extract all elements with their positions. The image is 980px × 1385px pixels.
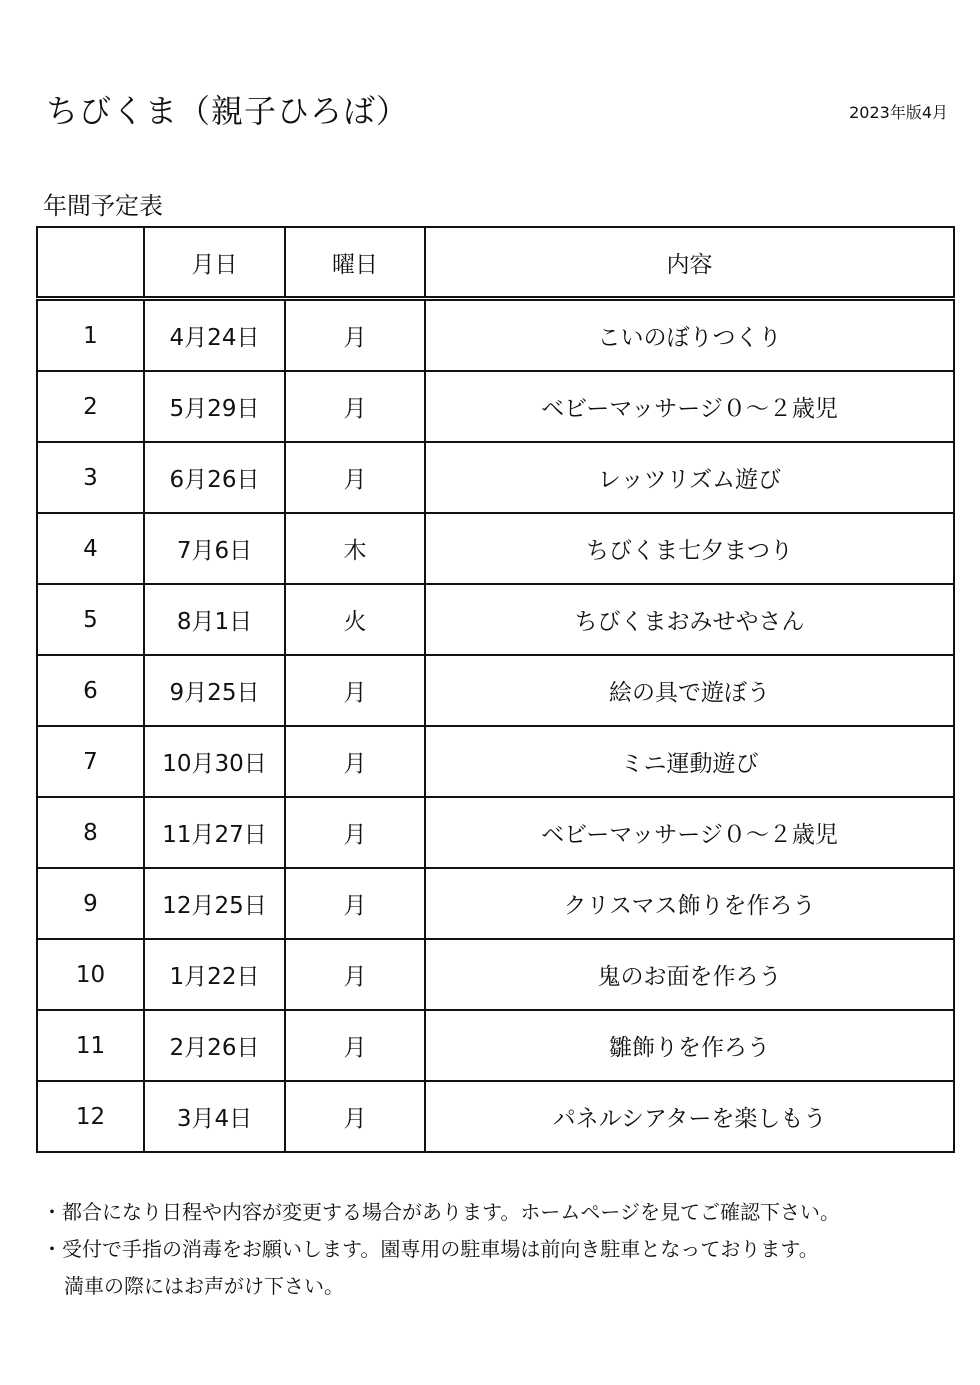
table-row: [37, 797, 954, 868]
row-content: ミニ運動遊び: [425, 726, 954, 797]
header-date: 月日: [144, 227, 285, 299]
table-row: [37, 299, 954, 372]
row-content: レッツリズム遊び: [425, 442, 954, 513]
row-weekday: 月: [285, 797, 425, 868]
row-date: 9月25日: [144, 655, 285, 726]
table-row: [37, 442, 954, 513]
row-weekday: 月: [285, 1010, 425, 1081]
table-row: [37, 584, 954, 655]
row-content: 鬼のお面を作ろう: [425, 939, 954, 1010]
row-number: 8: [37, 797, 144, 868]
row-weekday: 月: [285, 868, 425, 939]
row-date: 2月26日: [144, 1010, 285, 1081]
row-weekday: 月: [285, 371, 425, 442]
row-number: 7: [37, 726, 144, 797]
table-row: [37, 868, 954, 939]
row-number: 12: [37, 1081, 144, 1152]
row-number: 2: [37, 371, 144, 442]
row-number: 9: [37, 868, 144, 939]
notes-section: [42, 1194, 840, 1305]
row-number: 10: [37, 939, 144, 1010]
row-number: 1: [37, 299, 144, 372]
row-content: こいのぼりつくり: [425, 299, 954, 372]
row-weekday: 月: [285, 726, 425, 797]
row-weekday: 火: [285, 584, 425, 655]
row-number: 5: [37, 584, 144, 655]
table-header-row: [37, 227, 954, 299]
row-number: 6: [37, 655, 144, 726]
schedule-table: [36, 226, 955, 1153]
row-date: 3月4日: [144, 1081, 285, 1152]
header-number: [37, 227, 144, 299]
row-content: 絵の具で遊ぼう: [425, 655, 954, 726]
page-title: ちびくま（親子ひろば）: [46, 92, 410, 130]
row-number: 4: [37, 513, 144, 584]
table-row: [37, 726, 954, 797]
row-date: 8月1日: [144, 584, 285, 655]
table-row: [37, 513, 954, 584]
row-content: ちびくまおみせやさん: [425, 584, 954, 655]
edition-label: 2023年版4月: [849, 103, 948, 122]
row-content: パネルシアターを楽しもう: [425, 1081, 954, 1152]
table-row: [37, 939, 954, 1010]
row-date: 7月6日: [144, 513, 285, 584]
row-number: 3: [37, 442, 144, 513]
row-weekday: 月: [285, 939, 425, 1010]
table-row: [37, 655, 954, 726]
row-date: 1月22日: [144, 939, 285, 1010]
row-date: 4月24日: [144, 299, 285, 372]
row-date: 5月29日: [144, 371, 285, 442]
table-row: [37, 371, 954, 442]
table-row: [37, 1081, 954, 1152]
row-weekday: 月: [285, 655, 425, 726]
row-date: 6月26日: [144, 442, 285, 513]
row-date: 10月30日: [144, 726, 285, 797]
note-full-parking: 満車の際にはお声がけ下さい。: [64, 1274, 344, 1298]
row-weekday: 月: [285, 1081, 425, 1152]
row-weekday: 月: [285, 442, 425, 513]
row-weekday: 月: [285, 299, 425, 372]
note-reception-parking: ・受付で手指の消毒をお願いします。園専用の駐車場は前向き駐車となっております。: [42, 1237, 819, 1261]
row-content: 雛飾りを作ろう: [425, 1010, 954, 1081]
header-content: 内容: [425, 227, 954, 299]
row-number: 11: [37, 1010, 144, 1081]
row-content: ちびくま七夕まつり: [425, 513, 954, 584]
row-date: 11月27日: [144, 797, 285, 868]
row-content: ベビーマッサージ０～２歳児: [425, 371, 954, 442]
row-content: クリスマス飾りを作ろう: [425, 868, 954, 939]
schedule-heading: 年間予定表: [43, 192, 163, 220]
note-schedule-change: ・都合になり日程や内容が変更する場合があります。ホームページを見てご確認下さい。: [42, 1200, 840, 1224]
table-row: [37, 1010, 954, 1081]
header-weekday: 曜日: [285, 227, 425, 299]
row-date: 12月25日: [144, 868, 285, 939]
row-weekday: 木: [285, 513, 425, 584]
row-content: ベビーマッサージ０～２歳児: [425, 797, 954, 868]
